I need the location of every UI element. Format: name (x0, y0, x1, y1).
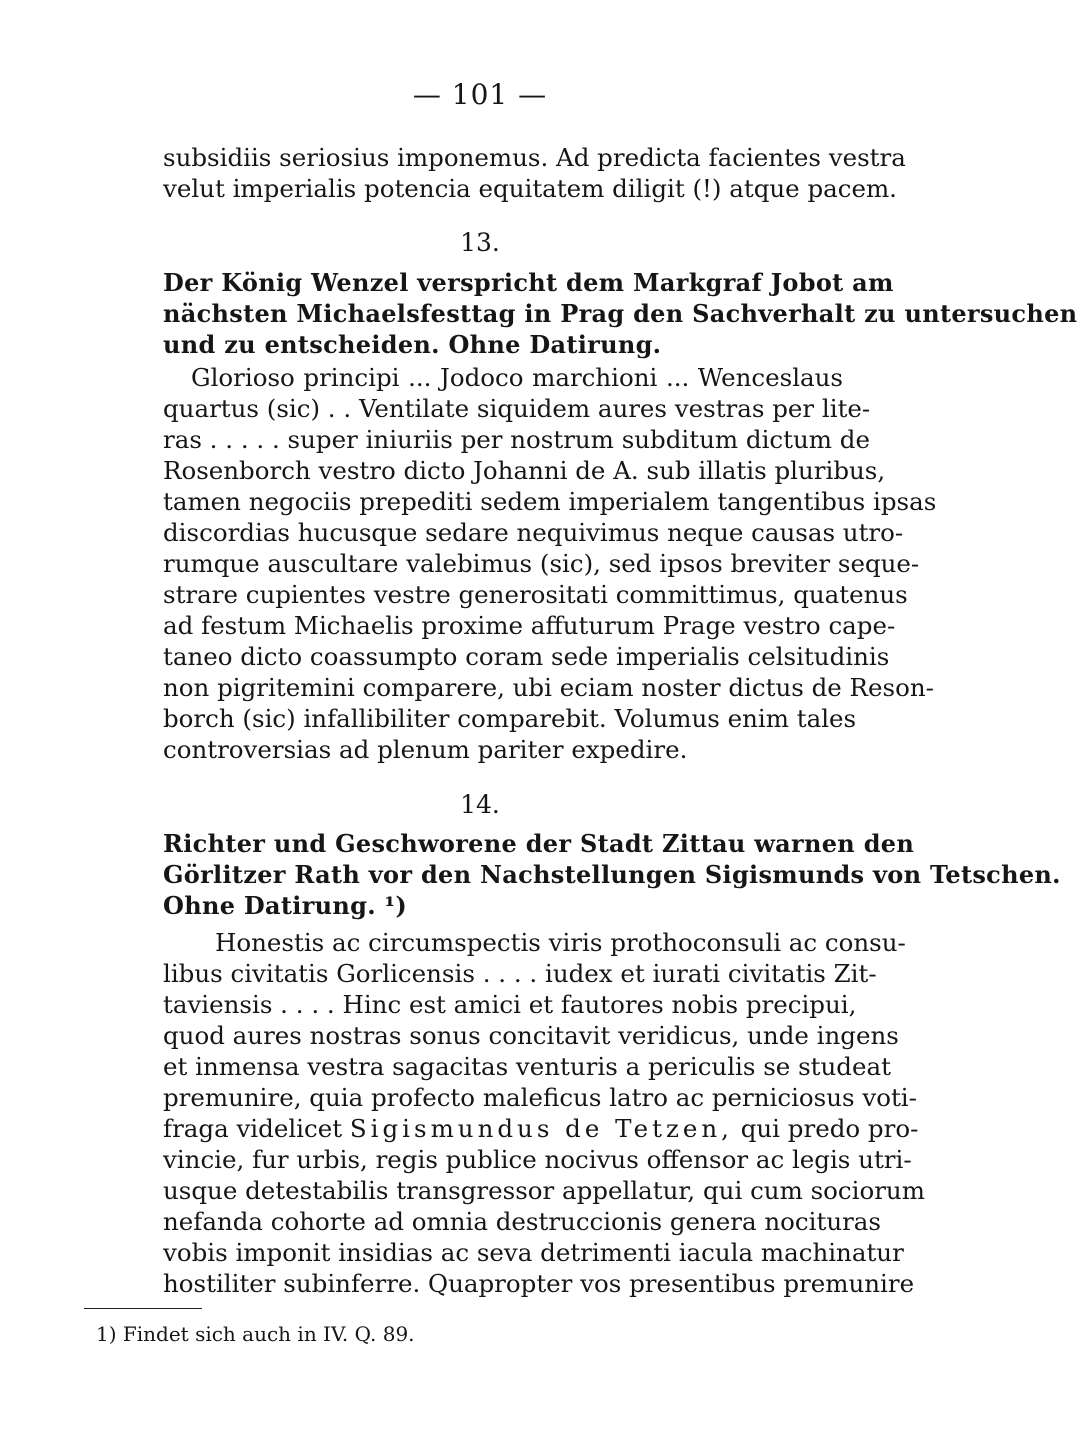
page-number: — 101 — (412, 78, 548, 111)
text-line: quartus (sic) . . Ventilate siquidem aures vestras per lite- (163, 394, 871, 423)
document-body-13 (163, 362, 937, 765)
text-line: non pigritemini comparere, ubi eciam noster dictus de Reson- (163, 673, 934, 702)
document-number-13: 13. (460, 228, 500, 257)
text-line: tamen negociis prepediti sedem imperialem tangentibus ipsas (163, 487, 937, 516)
text-line: usque detestabilis transgressor appellatur, qui cum sociorum (163, 1176, 925, 1205)
text-line: ad festum Michaelis proxime affuturum Prage vestro cape- (163, 611, 896, 640)
text-line: vincie, fur urbis, regis publice nocivus offensor ac legis utri- (163, 1145, 912, 1174)
text-line: hostiliter subinferre. Quapropter vos presentibus premunire (163, 1269, 915, 1298)
intro-paragraph (163, 142, 906, 204)
text-line: Glorioso principi ... Jodoco marchioni ... Wenceslaus (191, 363, 843, 392)
text-line: Rosenborch vestro dicto Johanni de A. sub illatis pluribus, (163, 456, 886, 485)
document-heading-13 (163, 267, 1077, 360)
text-line: Honestis ac circumspectis viris prothoconsuli ac consu- (215, 928, 906, 957)
heading-line: nächsten Michaelsfesttag in Prag den Sachverhalt zu untersuchen (163, 299, 1077, 328)
footnote: 1) Findet sich auch in IV. Q. 89. (96, 1322, 415, 1346)
text-line: controversias ad plenum pariter expedire. (163, 735, 688, 764)
heading-line: Ohne Datirung. ¹) (163, 891, 407, 920)
text-line: libus civitatis Gorlicensis . . . . iudex et iurati civitatis Zit- (163, 959, 877, 988)
heading-line: Görlitzer Rath vor den Nachstellungen Sigismunds von Tetschen. (163, 860, 1061, 889)
document-number-14: 14. (460, 790, 500, 819)
heading-line: Der König Wenzel verspricht dem Markgraf Jobot am (163, 268, 894, 297)
text-line: vobis imponit insidias ac seva detrimenti iacula machinatur (163, 1238, 904, 1267)
text-line: premunire, quia profecto maleficus latro ac perniciosus voti- (163, 1083, 917, 1112)
text-line: ras . . . . . super iniuriis per nostrum subditum dictum de (163, 425, 870, 454)
text-fragment: qui predo pro- (740, 1114, 919, 1143)
spaced-name: Sigismundus de Tetzen, (349, 1114, 733, 1143)
text-line: discordias hucusque sedare nequivimus neque causas utro- (163, 518, 904, 547)
text-line: nefanda cohorte ad omnia destruccionis genera nocituras (163, 1207, 881, 1236)
document-body-14 (163, 927, 925, 1299)
text-line: velut imperialis potencia equitatem diligit (!) atque pacem. (163, 174, 897, 203)
text-line: et inmensa vestra sagacitas venturis a periculis se studeat (163, 1052, 891, 1081)
text-line: taviensis . . . . Hinc est amici et fautores nobis precipui, (163, 990, 857, 1019)
text-fragment: fraga videlicet (163, 1114, 343, 1143)
text-line: taneo dicto coassumpto coram sede imperialis celsitudinis (163, 642, 890, 671)
text-line: strare cupientes vestre generositati committimus, quatenus (163, 580, 908, 609)
text-line: quod aures nostras sonus concitavit veridicus, unde ingens (163, 1021, 899, 1050)
text-line: subsidiis seriosius imponemus. Ad predicta facientes vestra (163, 143, 906, 172)
text-line (163, 1113, 919, 1144)
heading-line: und zu entscheiden. Ohne Datirung. (163, 330, 662, 359)
text-line: rumque auscultare valebimus (sic), sed ipsos breviter seque- (163, 549, 920, 578)
heading-line: Richter und Geschworene der Stadt Zittau warnen den (163, 829, 915, 858)
footnote-rule (84, 1308, 202, 1309)
text-line: borch (sic) infallibiliter comparebit. Volumus enim tales (163, 704, 857, 733)
document-heading-14 (163, 828, 1061, 921)
